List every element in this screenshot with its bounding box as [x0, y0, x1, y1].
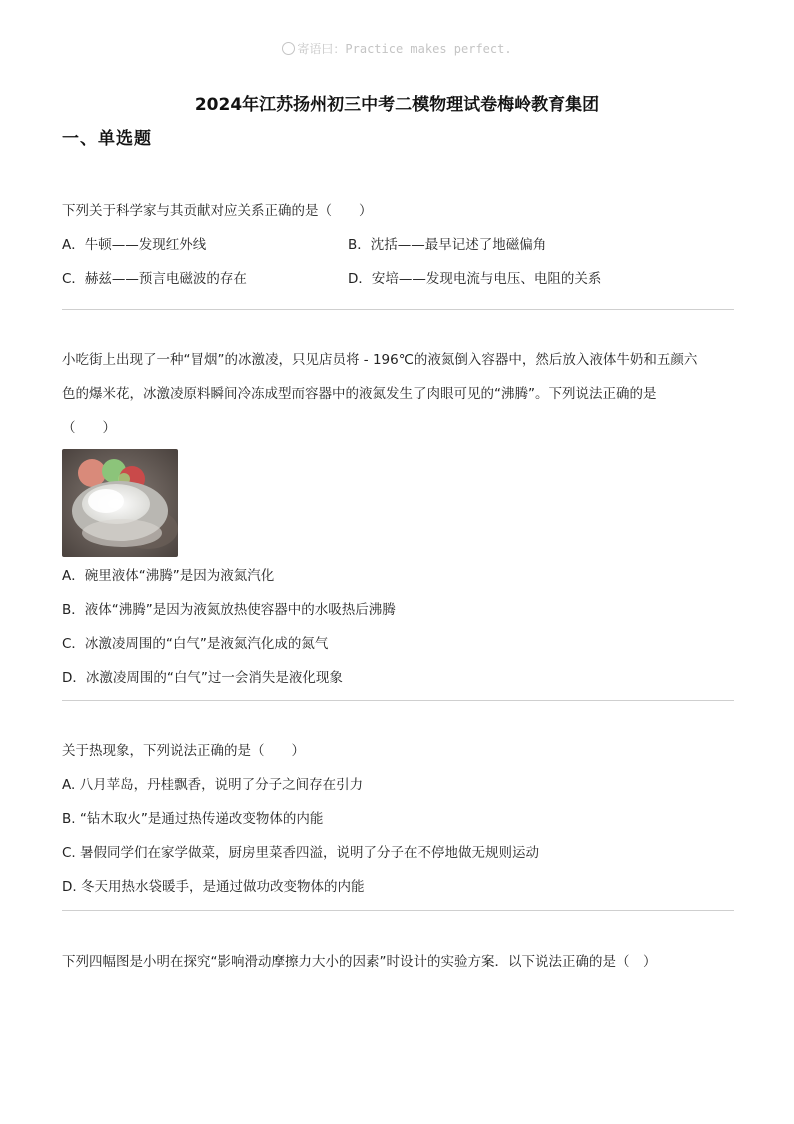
- option-c: C．赫兹——预言电磁波的存在: [62, 271, 247, 287]
- section-heading: 一、单选题: [62, 129, 152, 149]
- question-3: [62, 734, 734, 904]
- option-b: B．液体“沸腾”是因为液氮放热使容器中的水吸热后沸腾: [62, 602, 396, 618]
- question-stem: 下列四幅图是小明在探究“影响滑动摩擦力大小的因素”时设计的实验方案．以下说法正确的是（ ）: [62, 954, 657, 970]
- option-row: [62, 228, 734, 262]
- option-row: [62, 262, 734, 296]
- question-stem: 关于热现象，下列说法正确的是（ ）: [62, 743, 305, 759]
- option-b: B. “钻木取火”是通过热传递改变物体的内能: [62, 811, 324, 827]
- question-2: [62, 343, 734, 695]
- option-d: D. 冬天用热水袋暖手，是通过做功改变物体的内能: [62, 879, 365, 895]
- option-c: C．冰激凌周围的“白气”是液氮汽化成的氮气: [62, 636, 329, 652]
- option-d: D．安培——发现电流与电压、电阻的关系: [348, 271, 602, 287]
- question-1: [62, 194, 734, 296]
- question-stem: 下列关于科学家与其贡献对应关系正确的是（ ）: [62, 203, 373, 219]
- option-d: D．冰激凌周围的“白气”过一会消失是液化现象: [62, 670, 343, 686]
- watermark-text: 寄语曰：Practice makes perfect.: [297, 42, 512, 56]
- question-4: [62, 945, 734, 979]
- page-title: 2024年江苏扬州初三中考二模物理试卷梅岭教育集团: [194, 95, 600, 115]
- question-stem-line: （ ）: [62, 420, 116, 436]
- divider: [62, 700, 734, 701]
- divider: [62, 910, 734, 911]
- smiley-icon: [282, 42, 295, 55]
- question-stem-line: 色的爆米花，冰激凌原料瞬间冷冻成型而容器中的液氮发生了肉眼可见的“沸腾”。下列说法正确的是: [62, 386, 657, 402]
- option-a: A．碗里液体“沸腾”是因为液氮汽化: [62, 568, 275, 584]
- divider: [62, 309, 734, 310]
- watermark: [0, 40, 794, 57]
- option-a: A．牛顿——发现红外线: [62, 237, 207, 253]
- question-stem-line: 小吃街上出现了一种“冒烟”的冰激凌，只见店员将 - 196℃的液氮倒入容器中，然后放入液体牛奶和五颜六: [62, 352, 698, 368]
- ice-cream-photo: [62, 449, 178, 557]
- option-c: C. 暑假同学们在家学做菜，厨房里菜香四溢，说明了分子在不停地做无规则运动: [62, 845, 540, 861]
- option-a: A. 八月苹岛，丹桂飘香，说明了分子之间存在引力: [62, 777, 364, 793]
- option-b: B．沈括——最早记述了地磁偏角: [348, 237, 547, 253]
